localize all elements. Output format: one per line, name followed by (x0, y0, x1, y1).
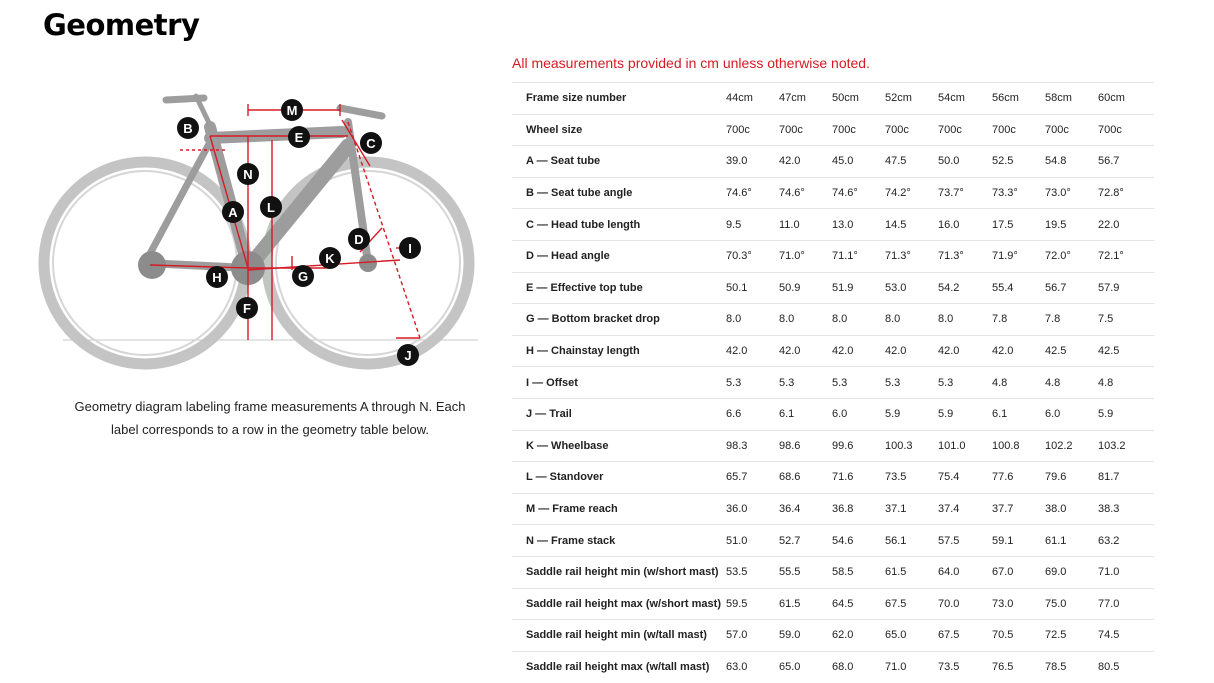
value-cell: 73.0 (990, 588, 1043, 620)
value-cell: 8.0 (724, 304, 777, 336)
table-row (512, 588, 1154, 620)
value-cell: 5.3 (830, 367, 883, 399)
value-cell: 64.5 (830, 588, 883, 620)
value-cell: 5.3 (883, 367, 936, 399)
geometry-diagram (30, 80, 490, 380)
table-row (512, 177, 1154, 209)
value-cell: 71.6 (830, 462, 883, 494)
label-e-icon (288, 126, 310, 148)
svg-text:K: K (325, 251, 335, 266)
size-cell: 58cm (1043, 83, 1096, 115)
measurement-note: All measurements provided in cm unless otherwise noted. (512, 55, 870, 71)
value-cell: 14.5 (883, 209, 936, 241)
svg-text:F: F (243, 301, 251, 316)
svg-text:D: D (354, 232, 364, 247)
svg-text:N: N (243, 167, 253, 182)
value-cell: 53.0 (883, 272, 936, 304)
value-cell: 5.9 (883, 398, 936, 430)
table-row (512, 620, 1154, 652)
value-cell: 42.0 (777, 335, 830, 367)
label-a-icon (222, 201, 244, 223)
table-row (512, 493, 1154, 525)
value-cell: 9.5 (724, 209, 777, 241)
value-cell: 5.3 (936, 367, 990, 399)
value-cell: 76.5 (990, 651, 1043, 682)
value-cell: 13.0 (830, 209, 883, 241)
value-cell: 103.2 (1096, 430, 1154, 462)
value-cell: 61.5 (883, 556, 936, 588)
value-cell: 42.5 (1096, 335, 1154, 367)
label-m-icon (281, 99, 303, 121)
value-cell: 700c (777, 114, 830, 146)
value-cell: 36.4 (777, 493, 830, 525)
value-cell: 37.4 (936, 493, 990, 525)
value-cell: 6.0 (1043, 398, 1096, 430)
value-cell: 100.3 (883, 430, 936, 462)
value-cell: 72.5 (1043, 620, 1096, 652)
table-row (512, 304, 1154, 336)
label-f-icon (236, 297, 258, 319)
value-cell: 67.5 (883, 588, 936, 620)
table-row (512, 209, 1154, 241)
row-label: H — Chainstay length (512, 335, 724, 367)
value-cell: 55.5 (777, 556, 830, 588)
svg-text:C: C (366, 136, 376, 151)
row-label: C — Head tube length (512, 209, 724, 241)
value-cell: 8.0 (883, 304, 936, 336)
value-cell: 56.7 (1096, 146, 1154, 178)
value-cell: 65.0 (883, 620, 936, 652)
diagram-caption: Geometry diagram labeling frame measurements A through N. Each label corresponds to a row in the geometry table below. (74, 399, 466, 437)
label-g-icon (292, 265, 314, 287)
table-row (512, 651, 1154, 682)
value-cell: 42.0 (936, 335, 990, 367)
size-cell: 50cm (830, 83, 883, 115)
row-label: Saddle rail height min (w/tall mast) (512, 620, 724, 652)
value-cell: 5.3 (724, 367, 777, 399)
label-l-icon (260, 196, 282, 218)
size-cell: 60cm (1096, 83, 1154, 115)
value-cell: 74.5 (1096, 620, 1154, 652)
value-cell: 7.8 (1043, 304, 1096, 336)
table-row (512, 525, 1154, 557)
svg-text:E: E (294, 130, 304, 145)
value-cell: 6.6 (724, 398, 777, 430)
value-cell: 72.1° (1096, 240, 1154, 272)
row-label: N — Frame stack (512, 525, 724, 557)
table-row (512, 114, 1154, 146)
value-cell: 57.0 (724, 620, 777, 652)
value-cell: 61.5 (777, 588, 830, 620)
value-cell: 54.2 (936, 272, 990, 304)
value-cell: 77.0 (1096, 588, 1154, 620)
size-cell: 52cm (883, 83, 936, 115)
value-cell: 51.0 (724, 525, 777, 557)
value-cell: 98.6 (777, 430, 830, 462)
value-cell: 100.8 (990, 430, 1043, 462)
label-b-icon (177, 117, 199, 139)
row-label: K — Wheelbase (512, 430, 724, 462)
row-label: Saddle rail height max (w/tall mast) (512, 651, 724, 682)
value-cell: 4.8 (990, 367, 1043, 399)
size-cell: 56cm (990, 83, 1043, 115)
svg-text:L: L (267, 200, 275, 215)
table-header-row (512, 83, 1154, 115)
label-h-icon (206, 266, 228, 288)
value-cell: 69.0 (1043, 556, 1096, 588)
row-label: Saddle rail height max (w/short mast) (512, 588, 724, 620)
page-title: Geometry (43, 8, 200, 42)
value-cell: 71.9° (990, 240, 1043, 272)
geometry-table-body (512, 83, 1154, 683)
value-cell: 5.9 (1096, 398, 1154, 430)
value-cell: 50.0 (936, 146, 990, 178)
value-cell: 700c (936, 114, 990, 146)
header-label: Frame size number (512, 83, 724, 115)
value-cell: 75.4 (936, 462, 990, 494)
value-cell: 36.8 (830, 493, 883, 525)
svg-text:J: J (404, 348, 412, 363)
geometry-table (512, 82, 1154, 682)
value-cell: 67.0 (990, 556, 1043, 588)
value-cell: 101.0 (936, 430, 990, 462)
value-cell: 71.0 (1096, 556, 1154, 588)
label-c-icon (360, 132, 382, 154)
row-label: L — Standover (512, 462, 724, 494)
value-cell: 59.5 (724, 588, 777, 620)
value-cell: 57.9 (1096, 272, 1154, 304)
value-cell: 73.7° (936, 177, 990, 209)
table-row (512, 556, 1154, 588)
value-cell: 42.0 (830, 335, 883, 367)
value-cell: 74.2° (883, 177, 936, 209)
value-cell: 7.5 (1096, 304, 1154, 336)
value-cell: 71.0 (883, 651, 936, 682)
value-cell: 5.9 (936, 398, 990, 430)
value-cell: 51.9 (830, 272, 883, 304)
value-cell: 80.5 (1096, 651, 1154, 682)
value-cell: 61.1 (1043, 525, 1096, 557)
value-cell: 59.1 (990, 525, 1043, 557)
size-cell: 44cm (724, 83, 777, 115)
value-cell: 19.5 (1043, 209, 1096, 241)
table-row (512, 240, 1154, 272)
value-cell: 72.0° (1043, 240, 1096, 272)
value-cell: 55.4 (990, 272, 1043, 304)
value-cell: 68.0 (830, 651, 883, 682)
value-cell: 52.5 (990, 146, 1043, 178)
value-cell: 37.1 (883, 493, 936, 525)
row-label: J — Trail (512, 398, 724, 430)
row-label: I — Offset (512, 367, 724, 399)
value-cell: 73.5 (936, 651, 990, 682)
value-cell: 50.9 (777, 272, 830, 304)
value-cell: 65.0 (777, 651, 830, 682)
row-label: Saddle rail height min (w/short mast) (512, 556, 724, 588)
table-row (512, 335, 1154, 367)
value-cell: 6.0 (830, 398, 883, 430)
value-cell: 42.0 (724, 335, 777, 367)
value-cell: 37.7 (990, 493, 1043, 525)
value-cell: 6.1 (990, 398, 1043, 430)
value-cell: 102.2 (1043, 430, 1096, 462)
size-cell: 47cm (777, 83, 830, 115)
table-row (512, 367, 1154, 399)
value-cell: 54.6 (830, 525, 883, 557)
value-cell: 8.0 (830, 304, 883, 336)
value-cell: 38.0 (1043, 493, 1096, 525)
value-cell: 58.5 (830, 556, 883, 588)
label-i-icon (399, 237, 421, 259)
value-cell: 53.5 (724, 556, 777, 588)
value-cell: 700c (990, 114, 1043, 146)
value-cell: 42.0 (990, 335, 1043, 367)
table-row (512, 430, 1154, 462)
value-cell: 38.3 (1096, 493, 1154, 525)
value-cell: 11.0 (777, 209, 830, 241)
value-cell: 77.6 (990, 462, 1043, 494)
value-cell: 65.7 (724, 462, 777, 494)
svg-text:H: H (212, 270, 222, 285)
row-label: E — Effective top tube (512, 272, 724, 304)
svg-text:B: B (183, 121, 193, 136)
value-cell: 73.5 (883, 462, 936, 494)
value-cell: 700c (1043, 114, 1096, 146)
value-cell: 57.5 (936, 525, 990, 557)
value-cell: 74.6° (777, 177, 830, 209)
label-k-icon (319, 247, 341, 269)
value-cell: 47.5 (883, 146, 936, 178)
value-cell: 700c (830, 114, 883, 146)
value-cell: 7.8 (990, 304, 1043, 336)
value-cell: 42.0 (883, 335, 936, 367)
value-cell: 42.5 (1043, 335, 1096, 367)
row-label: G — Bottom bracket drop (512, 304, 724, 336)
value-cell: 39.0 (724, 146, 777, 178)
value-cell: 79.6 (1043, 462, 1096, 494)
value-cell: 67.5 (936, 620, 990, 652)
value-cell: 98.3 (724, 430, 777, 462)
size-cell: 54cm (936, 83, 990, 115)
value-cell: 700c (724, 114, 777, 146)
value-cell: 75.0 (1043, 588, 1096, 620)
value-cell: 71.3° (883, 240, 936, 272)
value-cell: 8.0 (777, 304, 830, 336)
row-label: M — Frame reach (512, 493, 724, 525)
value-cell: 5.3 (777, 367, 830, 399)
row-label: B — Seat tube angle (512, 177, 724, 209)
value-cell: 64.0 (936, 556, 990, 588)
value-cell: 54.8 (1043, 146, 1096, 178)
value-cell: 50.1 (724, 272, 777, 304)
value-cell: 59.0 (777, 620, 830, 652)
value-cell: 74.6° (830, 177, 883, 209)
value-cell: 4.8 (1096, 367, 1154, 399)
value-cell: 78.5 (1043, 651, 1096, 682)
value-cell: 71.1° (830, 240, 883, 272)
value-cell: 42.0 (777, 146, 830, 178)
value-cell: 8.0 (936, 304, 990, 336)
value-cell: 56.7 (1043, 272, 1096, 304)
table-row (512, 272, 1154, 304)
value-cell: 6.1 (777, 398, 830, 430)
value-cell: 36.0 (724, 493, 777, 525)
value-cell: 4.8 (1043, 367, 1096, 399)
value-cell: 52.7 (777, 525, 830, 557)
svg-text:I: I (408, 241, 412, 256)
value-cell: 72.8° (1096, 177, 1154, 209)
svg-text:G: G (297, 269, 309, 284)
value-cell: 68.6 (777, 462, 830, 494)
row-label: Wheel size (512, 114, 724, 146)
value-cell: 73.0° (1043, 177, 1096, 209)
label-d-icon (348, 228, 370, 250)
svg-text:A: A (228, 205, 238, 220)
value-cell: 700c (1096, 114, 1154, 146)
value-cell: 63.0 (724, 651, 777, 682)
value-cell: 16.0 (936, 209, 990, 241)
table-row (512, 398, 1154, 430)
value-cell: 22.0 (1096, 209, 1154, 241)
value-cell: 71.3° (936, 240, 990, 272)
value-cell: 70.0 (936, 588, 990, 620)
label-j-icon (397, 344, 419, 366)
row-label: A — Seat tube (512, 146, 724, 178)
value-cell: 17.5 (990, 209, 1043, 241)
value-cell: 73.3° (990, 177, 1043, 209)
value-cell: 63.2 (1096, 525, 1154, 557)
value-cell: 70.5 (990, 620, 1043, 652)
value-cell: 62.0 (830, 620, 883, 652)
value-cell: 74.6° (724, 177, 777, 209)
value-cell: 71.0° (777, 240, 830, 272)
value-cell: 700c (883, 114, 936, 146)
svg-text:M: M (286, 103, 298, 118)
value-cell: 45.0 (830, 146, 883, 178)
table-row (512, 146, 1154, 178)
label-n-icon (237, 163, 259, 185)
row-label: D — Head angle (512, 240, 724, 272)
value-cell: 56.1 (883, 525, 936, 557)
value-cell: 70.3° (724, 240, 777, 272)
value-cell: 99.6 (830, 430, 883, 462)
value-cell: 81.7 (1096, 462, 1154, 494)
table-row (512, 462, 1154, 494)
